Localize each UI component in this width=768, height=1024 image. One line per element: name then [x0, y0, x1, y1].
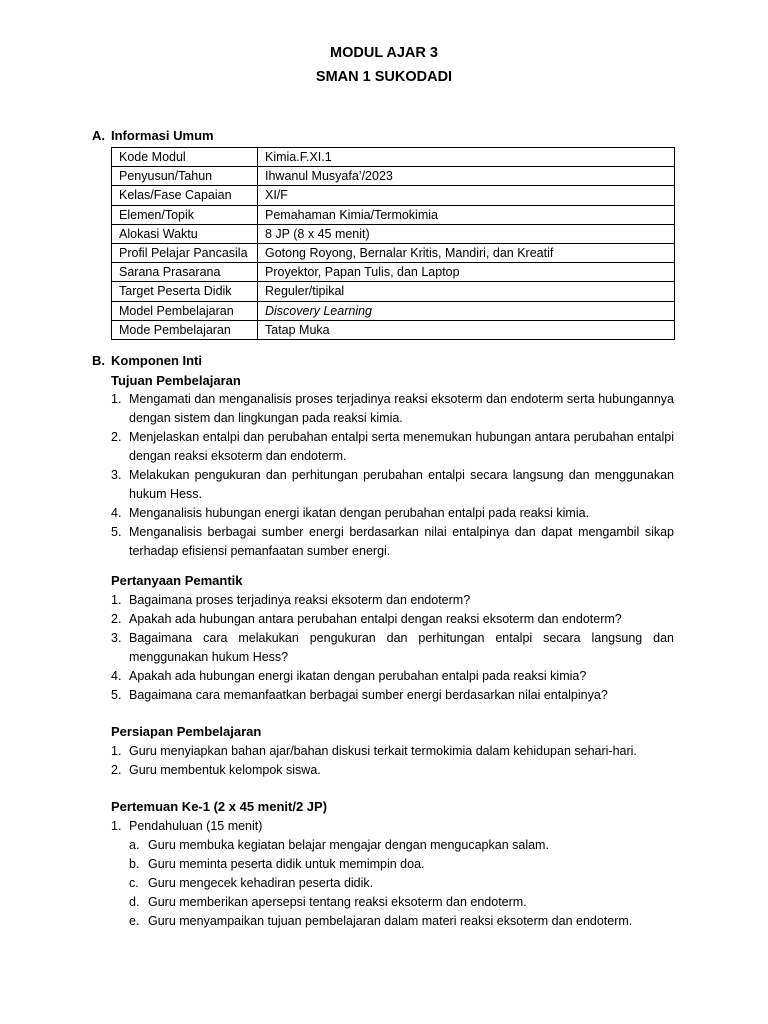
info-key-cell: Mode Pembelajaran: [112, 320, 258, 339]
list-item: [111, 610, 674, 629]
info-value-cell: Kimia.F.XI.1: [258, 148, 675, 167]
info-table: [111, 147, 675, 340]
list-item: [111, 428, 674, 466]
section-a-title: Informasi Umum: [111, 128, 214, 143]
list-item-number: 1.: [111, 819, 122, 833]
list-item-text: Menganalisis berbagai sumber energi berdasarkan nilai entalpinya dan dapat mengambil sikap terhadap efisiensi pemanfaatan sumber energi.: [129, 525, 674, 558]
list-item-text: Mengamati dan menganalisis proses terjadinya reaksi eksoterm dan endoterm serta hubungannya dengan sistem dan lingkungan pada reaksi kimia.: [129, 392, 674, 425]
list-item: [111, 629, 674, 667]
list-item-number: 3.: [111, 631, 122, 645]
pemantik-list: [111, 591, 674, 705]
list-item: [111, 817, 674, 836]
info-table-row: [112, 320, 675, 339]
section-b-heading: [92, 353, 202, 368]
info-key-cell: Target Peserta Didik: [112, 282, 258, 301]
list-item-number: 1.: [111, 392, 122, 406]
pendahuluan-sublist: [129, 836, 674, 931]
document-title: MODUL AJAR 3: [330, 45, 438, 61]
info-table-row: [112, 301, 675, 320]
list-item-number: e.: [129, 914, 140, 928]
list-item: [111, 523, 674, 561]
list-item-number: 1.: [111, 744, 122, 758]
list-item-number: 5.: [111, 688, 122, 702]
info-value-cell: Tatap Muka: [258, 320, 675, 339]
tujuan-list: [111, 390, 674, 561]
info-value-cell: Proyektor, Papan Tulis, dan Laptop: [258, 263, 675, 282]
list-item-text: Guru mengecek kehadiran peserta didik.: [148, 876, 374, 890]
info-value-cell: Discovery Learning: [258, 301, 675, 320]
info-value-cell: Reguler/tipikal: [258, 282, 675, 301]
list-item-text: Apakah ada hubungan energi ikatan dengan perubahan entalpi pada reaksi kimia?: [129, 669, 587, 683]
list-item: [111, 686, 674, 705]
info-value-cell: XI/F: [258, 186, 675, 205]
info-table-row: [112, 263, 675, 282]
list-item: [129, 912, 674, 931]
info-value-cell: Gotong Royong, Bernalar Kritis, Mandiri, dan Kreatif: [258, 243, 675, 262]
list-item-number: 2.: [111, 430, 122, 444]
info-key-cell: Model Pembelajaran: [112, 301, 258, 320]
list-item-number: b.: [129, 857, 140, 871]
list-item-number: c.: [129, 876, 139, 890]
list-item: [111, 761, 674, 780]
list-item-text: Guru menyiapkan bahan ajar/bahan diskusi terkait termokimia dalam kehidupan sehari-hari.: [129, 744, 637, 758]
info-table-row: [112, 186, 675, 205]
info-key-cell: Alokasi Waktu: [112, 224, 258, 243]
pertemuan-heading: Pertemuan Ke-1 (2 x 45 menit/2 JP): [111, 799, 328, 814]
info-key-cell: Kelas/Fase Capaian: [112, 186, 258, 205]
list-item-number: 2.: [111, 612, 122, 626]
info-key-cell: Profil Pelajar Pancasila: [112, 243, 258, 262]
list-item-text: Apakah ada hubungan antara perubahan entalpi dengan reaksi eksoterm dan endoterm?: [129, 612, 622, 626]
list-item-number: d.: [129, 895, 140, 909]
list-item-text: Guru membentuk kelompok siswa.: [129, 763, 321, 777]
info-table-row: [112, 167, 675, 186]
persiapan-heading: Persiapan Pembelajaran: [111, 724, 262, 739]
list-item: [129, 855, 674, 874]
list-item-text: Melakukan pengukuran dan perhitungan perubahan entalpi secara langsung dan menggunakan hukum Hess.: [129, 468, 674, 501]
document-subtitle: SMAN 1 SUKODADI: [315, 69, 453, 85]
list-item: [111, 742, 674, 761]
list-item-number: 2.: [111, 763, 122, 777]
section-a-letter: A.: [92, 128, 105, 143]
persiapan-list: [111, 742, 674, 780]
list-item: [111, 466, 674, 504]
section-b-letter: B.: [92, 353, 105, 368]
list-item-text: Pendahuluan (15 menit): [129, 819, 263, 833]
info-table-row: [112, 205, 675, 224]
pemantik-heading: Pertanyaan Pemantik: [111, 573, 243, 588]
info-key-cell: Penyusun/Tahun: [112, 167, 258, 186]
list-item-number: 3.: [111, 468, 122, 482]
list-item-text: Guru menyampaikan tujuan pembelajaran dalam materi reaksi eksoterm dan endoterm.: [148, 914, 633, 928]
info-table-row: [112, 224, 675, 243]
tujuan-heading: Tujuan Pembelajaran: [111, 373, 241, 388]
info-key-cell: Elemen/Topik: [112, 205, 258, 224]
list-item-text: Bagaimana proses terjadinya reaksi eksoterm dan endoterm?: [129, 593, 471, 607]
pertemuan-list: [111, 817, 674, 836]
list-item: [111, 667, 674, 686]
info-table-row: [112, 282, 675, 301]
info-key-cell: Sarana Prasarana: [112, 263, 258, 282]
list-item: [129, 836, 674, 855]
list-item-text: Bagaimana cara melakukan pengukuran dan perhitungan entalpi secara langsung dan menggunakan hukum Hess?: [129, 631, 674, 664]
info-value-cell: 8 JP (8 x 45 menit): [258, 224, 675, 243]
list-item-number: a.: [129, 838, 140, 852]
list-item-text: Bagaimana cara memanfaatkan berbagai sumber energi berdasarkan nilai entalpinya?: [129, 688, 608, 702]
list-item-number: 1.: [111, 593, 122, 607]
info-value-cell: Ihwanul Musyafa’/2023: [258, 167, 675, 186]
list-item: [111, 591, 674, 610]
section-a-heading: [92, 128, 214, 143]
info-table-row: [112, 148, 675, 167]
info-key-cell: Kode Modul: [112, 148, 258, 167]
list-item-text: Guru memberikan apersepsi tentang reaksi eksoterm dan endoterm.: [148, 895, 527, 909]
list-item: [111, 504, 674, 523]
info-table-row: [112, 243, 675, 262]
list-item: [129, 874, 674, 893]
list-item: [129, 893, 674, 912]
info-value-cell: Pemahaman Kimia/Termokimia: [258, 205, 675, 224]
list-item-number: 5.: [111, 525, 122, 539]
list-item-number: 4.: [111, 506, 122, 520]
list-item-text: Menganalisis hubungan energi ikatan dengan perubahan entalpi pada reaksi kimia.: [129, 506, 590, 520]
section-b-title: Komponen Inti: [111, 353, 202, 368]
list-item-text: Menjelaskan entalpi dan perubahan entalpi serta menemukan hubungan antara perubahan entalpi dengan reaksi eksoterm dan endoterm.: [129, 430, 674, 463]
list-item-text: Guru meminta peserta didik untuk memimpin doa.: [148, 857, 425, 871]
list-item: [111, 390, 674, 428]
list-item-number: 4.: [111, 669, 122, 683]
list-item-text: Guru membuka kegiatan belajar mengajar dengan mengucapkan salam.: [148, 838, 549, 852]
